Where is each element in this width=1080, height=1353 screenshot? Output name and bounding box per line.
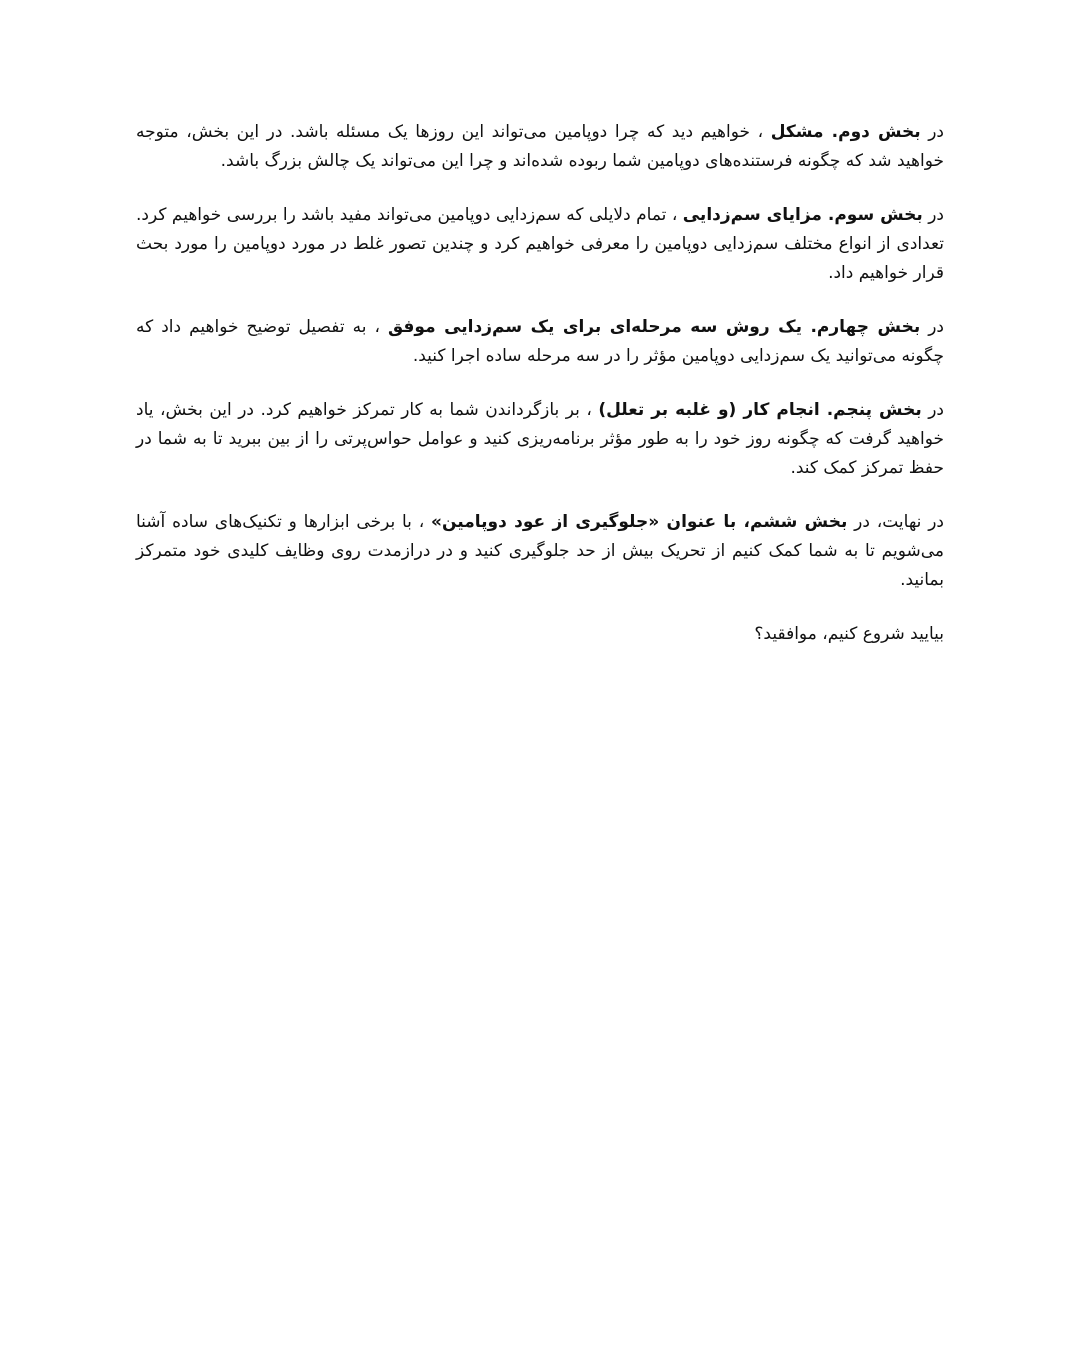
paragraph-body-text: ، به تفصیل توضیح خواهیم داد که چگونه می‌توانید یک سم‌زدایی دوپامین مؤثر را در سه مرحله ساده اجرا کنید. — [136, 317, 944, 366]
section-five-title: بخش پنجم. انجام کار (و غلبه بر تعلل) — [598, 400, 922, 420]
closing-line: بیایید شروع کنیم، موافقید؟ — [754, 624, 944, 644]
section-three-title: بخش سوم. مزایای سم‌زدایی — [682, 205, 923, 225]
section-four-title: بخش چهارم. یک روش سه مرحله‌ای برای یک سم‌زدایی موفق — [387, 317, 921, 337]
paragraph-section-two — [136, 118, 944, 176]
section-two-title: بخش دوم. مشکل — [770, 122, 921, 142]
paragraph-lead-text: در — [920, 122, 944, 142]
paragraph-section-five — [136, 396, 944, 483]
paragraph-section-six — [136, 508, 944, 595]
paragraph-lead-text: در — [922, 205, 944, 225]
document-body — [136, 118, 944, 649]
paragraph-section-three — [136, 201, 944, 288]
paragraph-lead-text: در نهایت، در — [847, 512, 944, 532]
paragraph-body-text: ، با برخی ابزارها و تکنیک‌های ساده آشنا می‌شویم تا به شما کمک کنیم از تحریک بیش از حد جلوگیری کنید و در درازمدت روی وظایف کلیدی خود متمرکز بمانید. — [136, 512, 944, 590]
paragraph-body-text: ، بر بازگرداندن شما به کار تمرکز خواهیم کرد. در این بخش، یاد خواهید گرفت که چگونه روز خود را به طور مؤثر برنامه‌ریزی کنید و عوامل حواس‌پرتی را از بین ببرید تا به شما در حفظ تمرکز کمک کند. — [136, 400, 944, 478]
paragraph-body-text: ، تمام دلایلی که سم‌زدایی دوپامین می‌تواند مفید باشد را بررسی خواهیم کرد. تعدادی از انواع مختلف سم‌زدایی دوپامین را معرفی خواهیم کرد و چندین تصور غلط در مورد دوپامین را مورد بحث قرار خواهیم داد. — [136, 205, 944, 283]
paragraph-section-four — [136, 313, 944, 371]
paragraph-lead-text: در — [920, 317, 944, 337]
paragraph-body-text: ، خواهیم دید که چرا دوپامین می‌تواند این روزها یک مسئله باشد. در این بخش، متوجه خواهید شد که چگونه فرستنده‌های دوپامین شما ربوده شده‌اند و چرا این می‌تواند یک چالش بزرگ باشد. — [136, 122, 944, 171]
paragraph-lead-text: در — [921, 400, 945, 420]
section-six-title: بخش ششم، با عنوان «جلوگیری از عود دوپامین» — [431, 512, 848, 532]
